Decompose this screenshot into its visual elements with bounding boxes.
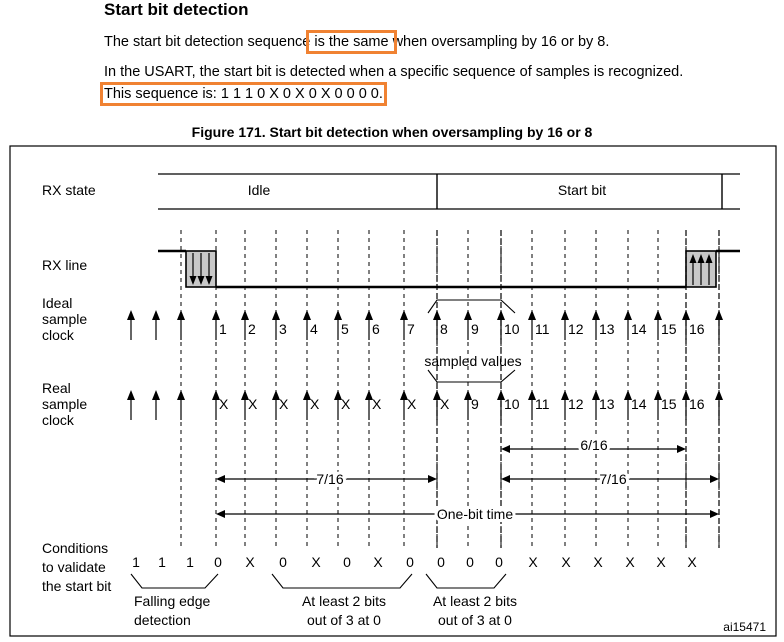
real-label-line-1: sample	[42, 396, 88, 412]
ideal-clock-number-14: 14	[631, 321, 647, 337]
ideal-clock-number-6: 6	[372, 321, 380, 337]
figure-title: Figure 171. Start bit detection when oversampling by 16 or 8	[191, 124, 593, 140]
real-clock-label-4: X	[310, 396, 320, 412]
ideal-clock-number-1: 1	[219, 321, 227, 337]
ideal-clock-arrow-5-head	[334, 310, 342, 320]
ideal-clock-number-13: 13	[599, 321, 615, 337]
section-heading: Start bit detection	[104, 0, 249, 19]
real-pre-arrow-1-head	[152, 390, 160, 400]
real-label-line-2: clock	[42, 412, 74, 428]
ideal-clock-arrow-15-head	[654, 310, 662, 320]
ideal-clock-number-15: 15	[661, 321, 677, 337]
conditions-label-line-1: to validate	[42, 559, 106, 575]
measure-6-16-head-left	[501, 445, 510, 453]
real-clock-label-14: 14	[631, 396, 647, 412]
ideal-clock-number-7: 7	[407, 321, 415, 337]
ideal-last-arrow-head	[715, 310, 723, 320]
ideal-clock-number-10: 10	[504, 321, 520, 337]
ideal-clock-number-8: 8	[440, 321, 448, 337]
measure-7-16-left-head-left	[216, 475, 225, 483]
condition-value-14: X	[561, 554, 571, 570]
figure-id: ai15471	[723, 620, 766, 634]
measure-6-16-head-right	[677, 445, 686, 453]
ideal-clock-arrow-3-head	[272, 310, 280, 320]
sampled-bracket-bottom	[428, 370, 515, 382]
condition-value-16: X	[625, 554, 635, 570]
start-bit-label: Start bit	[557, 182, 607, 198]
real-pre-arrow-0-head	[127, 390, 135, 400]
real-clock-label-16: 16	[689, 396, 705, 412]
ideal-clock-number-4: 4	[310, 321, 318, 337]
condition-value-8: X	[373, 554, 383, 570]
condition-value-3: 0	[214, 554, 222, 570]
ideal-clock-number-16: 16	[689, 321, 705, 337]
ideal-clock-arrow-7-head	[400, 310, 408, 320]
ideal-clock-arrow-9-head	[464, 310, 472, 320]
real-clock-label-2: X	[248, 396, 258, 412]
real-clock-label-11: 11	[535, 396, 550, 412]
ideal-clock-number-9: 9	[471, 321, 479, 337]
bracket-label-2-line-1: out of 3 at 0	[438, 612, 512, 628]
ideal-clock-arrow-16-head	[682, 310, 690, 320]
real-clock-label-5: X	[341, 396, 351, 412]
measure-7-16-left-head-right	[428, 475, 437, 483]
sampled-values-label: sampled values	[424, 353, 522, 369]
condition-value-17: X	[656, 554, 666, 570]
ideal-clock-arrow-10-head	[497, 310, 505, 320]
idle-label: Idle	[247, 182, 271, 198]
rx-line-label: RX line	[42, 257, 88, 273]
condition-value-2: 1	[186, 554, 194, 570]
real-clock-label-13: 13	[599, 396, 615, 412]
sampled-bracket-top	[428, 300, 515, 313]
condition-value-11: 0	[466, 554, 474, 570]
real-clock-label-3: X	[279, 396, 289, 412]
highlight-is-the-same: is the same	[310, 34, 393, 50]
one-bit-time-arrow-head-right	[710, 510, 719, 518]
paragraph1-before: The start bit detection sequence	[104, 34, 311, 50]
paragraph1-after: when oversampling by 16 or by 8.	[392, 34, 610, 50]
ideal-clock-arrow-8-head	[433, 310, 441, 320]
condition-value-6: X	[311, 554, 321, 570]
paragraph-usart: In the USART, the start bit is detected when a specific sequence of samples is recognized.	[104, 64, 684, 80]
condition-value-0: 1	[132, 554, 140, 570]
real-pre-arrow-2-head	[177, 390, 185, 400]
ideal-clock-number-11: 11	[535, 321, 550, 337]
measure-7-16-right-head-right	[710, 475, 719, 483]
bracket-start-check-2	[426, 574, 506, 588]
condition-value-9: 0	[406, 554, 414, 570]
bracket-label-1-line-0: At least 2 bits	[301, 593, 387, 609]
ideal-clock-arrow-14-head	[624, 310, 632, 320]
condition-value-5: 0	[279, 554, 287, 570]
condition-value-7: 0	[343, 554, 351, 570]
ideal-clock-number-5: 5	[341, 321, 349, 337]
ideal-clock-arrow-11-head	[528, 310, 536, 320]
bracket-falling-edge	[131, 574, 218, 588]
ideal-clock-arrow-2-head	[241, 310, 249, 320]
measure-7-16-right-label: 7/16	[599, 471, 627, 487]
condition-value-13: X	[528, 554, 538, 570]
real-clock-label-7: X	[407, 396, 417, 412]
ideal-clock-arrow-4-head	[303, 310, 311, 320]
ideal-clock-number-2: 2	[248, 321, 256, 337]
ideal-label-line-2: clock	[42, 327, 74, 343]
ideal-clock-number-12: 12	[568, 321, 584, 337]
bracket-label-0-line-0: Falling edge	[134, 593, 211, 609]
conditions-label-line-2: the start bit	[42, 578, 112, 594]
condition-value-12: 0	[495, 554, 503, 570]
rx-state-label: RX state	[42, 182, 96, 198]
highlight-sequence: This sequence is: 1 1 1 0 X 0 X 0 X 0 0 0 0.	[104, 86, 383, 102]
real-clock-label-12: 12	[568, 396, 584, 412]
conditions-label-line-0: Conditions	[42, 540, 109, 556]
condition-value-4: X	[245, 554, 255, 570]
real-label-line-0: Real	[42, 380, 71, 396]
ideal-clock-arrow-1-head	[212, 310, 220, 320]
condition-value-15: X	[593, 554, 603, 570]
ideal-pre-arrow-2-head	[177, 310, 185, 320]
ideal-clock-arrow-6-head	[365, 310, 373, 320]
ideal-pre-arrow-0-head	[127, 310, 135, 320]
one-bit-time-arrow-head-left	[216, 510, 225, 518]
measure-6-16-label: 6/16	[580, 437, 608, 453]
condition-value-1: 1	[158, 554, 166, 570]
ideal-clock-arrow-12-head	[561, 310, 569, 320]
bracket-label-0-line-1: detection	[134, 612, 191, 628]
condition-value-10: 0	[437, 554, 445, 570]
real-clock-label-15: 15	[661, 396, 677, 412]
measure-7-16-right-head-left	[501, 475, 510, 483]
ideal-pre-arrow-1-head	[152, 310, 160, 320]
ideal-clock-arrow-13-head	[592, 310, 600, 320]
bracket-label-1-line-1: out of 3 at 0	[307, 612, 381, 628]
one-bit-time-label: One-bit time	[436, 506, 514, 522]
bracket-start-check-1	[272, 574, 412, 588]
real-last-arrow-head	[715, 390, 723, 400]
bracket-label-2-line-0: At least 2 bits	[432, 593, 518, 609]
ideal-label-line-0: Ideal	[42, 295, 73, 311]
condition-value-18: X	[687, 554, 697, 570]
real-clock-label-9: 9	[471, 396, 479, 412]
measure-7-16-left-label: 7/16	[316, 471, 344, 487]
ideal-label-line-1: sample	[42, 311, 88, 327]
real-clock-label-6: X	[372, 396, 382, 412]
ideal-clock-number-3: 3	[279, 321, 287, 337]
real-clock-label-10: 10	[504, 396, 520, 412]
real-clock-label-1: X	[219, 396, 229, 412]
real-clock-label-8: X	[440, 396, 450, 412]
